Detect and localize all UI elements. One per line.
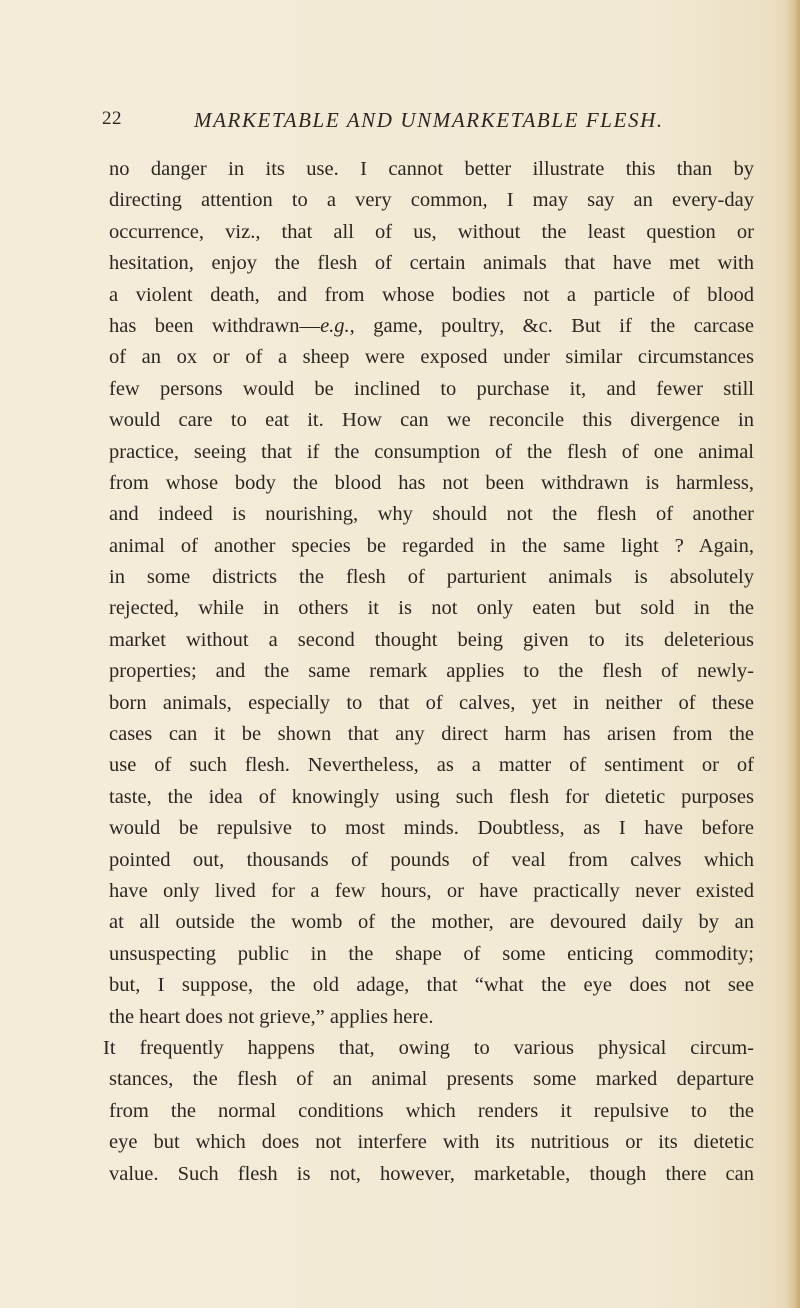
text-line: would care to eat it. How can we reconcile this divergence in xyxy=(109,409,754,432)
page-header xyxy=(102,108,742,134)
text-line: from the normal conditions which renders it repulsive to the xyxy=(109,1099,754,1122)
page-edge-shadow xyxy=(786,0,800,1308)
text-line: eye but which does not interfere with its nutritious or its dietetic xyxy=(109,1131,754,1154)
text-line: market without a second thought being given to its deleterious xyxy=(109,628,754,651)
text-line: have only lived for a few hours, or have practically never existed xyxy=(109,879,754,902)
italic-abbreviation: e.g. xyxy=(320,314,350,337)
text-line: practice, seeing that if the consumption of the flesh of one animal xyxy=(109,440,754,463)
text-line: cases can it be shown that any direct harm has arisen from the xyxy=(109,723,754,746)
text-line-paragraph-start: It frequently happens that, owing to various physical circum- xyxy=(103,1036,754,1059)
text-line: properties; and the same remark applies to the flesh of newly- xyxy=(109,660,754,683)
running-head: MARKETABLE AND UNMARKETABLE FLESH. xyxy=(194,108,664,132)
text-line: at all outside the womb of the mother, are devoured daily by an xyxy=(109,911,754,934)
text-line: stances, the flesh of an animal presents some marked departure xyxy=(109,1068,754,1091)
text-line: has been withdrawn—e.g., game, poultry, &c. But if the carcase xyxy=(109,314,754,337)
text-line: use of such flesh. Nevertheless, as a matter of sentiment or of xyxy=(109,754,754,777)
text-line: in some districts the flesh of parturient animals is absolutely xyxy=(109,566,754,589)
text-line: would be repulsive to most minds. Doubtless, as I have before xyxy=(109,817,754,840)
text-line: a violent death, and from whose bodies not a particle of blood xyxy=(109,283,754,306)
text-line: animal of another species be regarded in the same light ? Again, xyxy=(109,534,754,557)
text-line: no danger in its use. I cannot better illustrate this than by xyxy=(109,158,754,180)
text-line: but, I suppose, the old adage, that “what the eye does not see xyxy=(109,974,754,997)
text-line: pointed out, thousands of pounds of veal from calves which xyxy=(109,848,754,871)
text-line: few persons would be inclined to purchase it, and fewer still xyxy=(109,377,754,400)
text-line: value. Such flesh is not, however, marketable, though there can xyxy=(109,1162,754,1185)
text-line: hesitation, enjoy the flesh of certain animals that have met with xyxy=(109,252,754,275)
text-line: and indeed is nourishing, why should not the flesh of another xyxy=(109,503,754,526)
body-text xyxy=(103,154,754,1190)
text-line: rejected, while in others it is not only eaten but sold in the xyxy=(109,597,754,620)
page-number: 22 xyxy=(102,108,122,129)
text-line: unsuspecting public in the shape of some enticing commodity; xyxy=(109,942,754,965)
text-line: from whose body the blood has not been withdrawn is harmless, xyxy=(109,471,754,494)
text-line: born animals, especially to that of calves, yet in neither of these xyxy=(109,691,754,714)
text-line-paragraph-end: the heart does not grieve,” applies here. xyxy=(109,1005,434,1028)
text-line: occurrence, viz., that all of us, without the least question or xyxy=(109,220,754,243)
text-line: directing attention to a very common, I may say an every-day xyxy=(109,189,754,212)
text-line: of an ox or of a sheep were exposed under similar circumstances xyxy=(109,346,754,369)
text-line: taste, the idea of knowingly using such flesh for dietetic purposes xyxy=(109,785,754,808)
